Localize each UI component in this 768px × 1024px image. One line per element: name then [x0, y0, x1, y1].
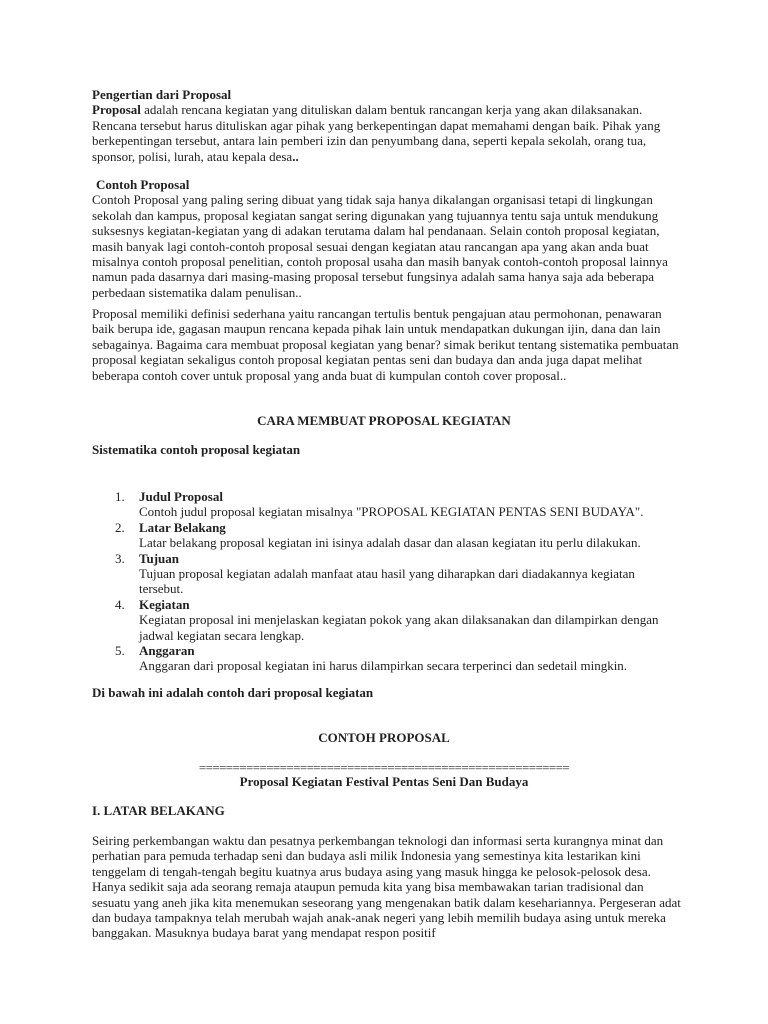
item-desc: Tujuan proposal kegiatan adalah manfaat atau hasil yang diharapkan dari diadakannya kegiatan tersebut.	[139, 566, 635, 597]
item-number: 4.	[115, 596, 125, 612]
pengertian-body: adalah rencana kegiatan yang dituliskan dalam bentuk rancangan kerja yang akan dilaksanakan. Rencana tersebut harus dituliskan agar pihak yang berkepentingan dapat memahami dengan baik. Pihak yang berkepentingan tersebut, antara lain pemberi izin dan penyumbang dana, seperti kepala sekolah, orang tua, sponsor, polisi, lurah, atau kepala desa	[92, 102, 661, 164]
item-title: Latar Belakang	[139, 519, 226, 535]
pengertian-ellipsis: ..	[292, 148, 299, 164]
latar-body: Seiring perkembangan waktu dan pesatnya perkembangan teknologi dan informasi serta kurangnya minat dan perhatian para pemuda terhadap seni dan budaya asli milik Indonesia yang semestinya kita lestarikan kini tenggelam di tengah-tengah begitu kuatnya arus budaya asing yang masuk hingga ke pelosok-pelosok desa. Hanya sedikit saja ada seorang remaja ataupun pemuda kita yang bisa membawakan tarian tradisional dan sesuatu yang aneh jika kita menemukan seseorang yang mengenakan batik dalam kesehariannya. Pergeseran adat dan budaya tampaknya telah merubah wajah anak-anak negeri yang lebih memilih budaya asing untuk mereka banggakan. Masuknya budaya barat yang mendapat respon positif	[92, 833, 681, 941]
item-title: Kegiatan	[139, 596, 190, 612]
item-desc: Latar belakang proposal kegiatan ini isinya adalah dasar dan alasan kegiatan itu perlu dilakukan.	[139, 535, 641, 551]
list-item	[92, 520, 682, 551]
contoh-section	[92, 177, 682, 300]
list-item	[92, 489, 682, 520]
proposal-title: Proposal Kegiatan Festival Pentas Seni Dan Budaya	[239, 774, 529, 789]
sistematika-heading: Sistematika contoh proposal kegiatan	[92, 442, 301, 457]
list-item	[92, 643, 682, 674]
pengertian-heading: Pengertian dari Proposal	[92, 87, 232, 102]
sistematika-list	[92, 489, 682, 674]
contoh-proposal-title: CONTOH PROPOSAL	[318, 730, 450, 745]
list-item	[92, 551, 682, 597]
separator-line: =======================================================	[198, 760, 570, 775]
item-title: Tujuan	[139, 550, 179, 566]
definisi-paragraph: Proposal memiliki definisi sederhana yaitu rancangan tertulis bentuk pengajuan atau permohonan, penawaran baik berupa ide, gagasan maupun rencana kepada pihak lain untuk mendapatkan dukungan ijin, dana dan lain sebagainya. Bagaima cara membuat proposal kegiatan yang benar? simak berikut tentang sistematika pembuatan proposal kegiatan sekaligus contoh proposal kegiatan pentas seni dan budaya dan anda juga dapat melihat beberapa contoh cover untuk proposal yang anda buat di kumpulan contoh cover proposal..	[92, 306, 679, 383]
pengertian-section	[92, 87, 682, 164]
contoh-body: Contoh Proposal yang paling sering dibuat yang tidak saja hanya dikalangan organisasi tetapi di lingkungan sekolah dan kampus, proposal kegiatan sangat sering digunakan yang tujuannya tentu saja untuk mendukung suksesnys kegiatan-kegiatan yang di adakan terutama dalam hal pendanaan. Selain contoh proposal kegiatan, masih banyak lagi contoh-contoh proposal sesuai dengan kegiatan atau rancangan apa yang akan anda buat misalnya contoh proposal penelitian, contoh proposal usaha dan masih banyak contoh-contoh proposal lainnya namun pada dasarnya dari masing-masing proposal tersebut fungsinya adalah sama hanya saja ada beberapa perbedaan sistematika dalam penulisan..	[92, 192, 668, 300]
contoh-heading: Contoh Proposal	[96, 177, 190, 192]
item-number: 3.	[115, 550, 125, 566]
item-number: 2.	[115, 519, 125, 535]
item-desc: Kegiatan proposal ini menjelaskan kegiatan pokok yang akan dilaksanakan dan dilampirkan dengan jadwal kegiatan secara lengkap.	[139, 612, 659, 643]
cara-heading: CARA MEMBUAT PROPOSAL KEGIATAN	[257, 413, 511, 428]
item-desc: Anggaran dari proposal kegiatan ini harus dilampirkan secara terperinci dan sedetail mingkin.	[139, 658, 628, 674]
item-title: Judul Proposal	[139, 489, 223, 504]
list-item	[92, 597, 682, 643]
item-number: 5.	[115, 643, 125, 659]
latar-heading: I. LATAR BELAKANG	[92, 803, 225, 818]
item-number: 1.	[115, 489, 125, 504]
item-desc: Contoh judul proposal kegiatan misalnya "PROPOSAL KEGIATAN PENTAS SENI BUDAYA".	[139, 504, 644, 520]
dibawah-heading: Di bawah ini adalah contoh dari proposal kegiatan	[92, 685, 374, 700]
proposal-term: Proposal	[92, 102, 141, 118]
item-title: Anggaran	[139, 643, 195, 659]
